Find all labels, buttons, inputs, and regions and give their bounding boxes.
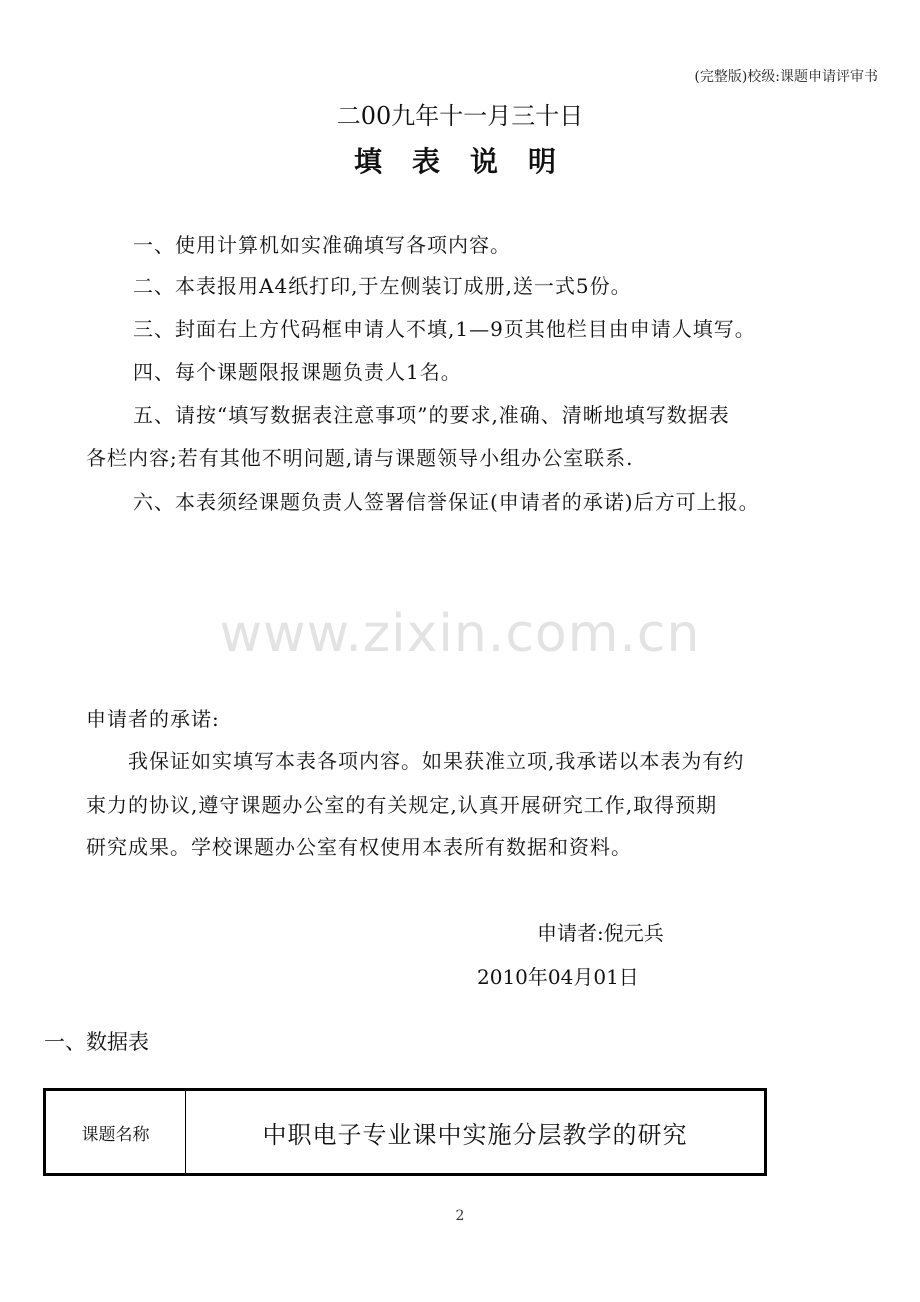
instruction-item-4: 四、每个课题限报课题负责人1名。 [133, 360, 462, 384]
signature-date: 2010年04月01日 [477, 965, 639, 989]
instruction-item-5: 五、请按“填写数据表注意事项”的要求,准确、清晰地填写数据表 [133, 403, 730, 427]
instruction-item-2: 二、本表报用A4纸打印,于左侧装订成册,送一式5份。 [133, 274, 632, 298]
section-title: 一、数据表 [44, 1030, 149, 1054]
watermark: www.zixin.com.cn [219, 604, 701, 664]
project-name-label: 课题名称 [46, 1091, 186, 1173]
page-title: 填表说明 [353, 145, 586, 178]
applicant-signature: 申请者:倪元兵 [537, 921, 664, 945]
instruction-item-3: 三、封面右上方代码框申请人不填,1—9页其他栏目由申请人填写。 [133, 317, 756, 341]
page-number: 2 [455, 1208, 465, 1224]
pledge-line: 研究成果。学校课题办公室有权使用本表所有数据和资料。 [86, 835, 632, 859]
instruction-item-6: 六、本表须经课题负责人签署信誉保证(申请者的承诺)后方可上报。 [133, 490, 760, 514]
pledge-line: 束力的协议,遵守课题办公室的有关规定,认真开展研究工作,取得预期 [86, 793, 718, 817]
header-note: (完整版)校级:课题申请评审书 [694, 69, 878, 85]
pledge-heading: 申请者的承诺: [86, 707, 220, 731]
instruction-item-5-continued: 各栏内容;若有其他不明问题,请与课题领导小组办公室联系. [86, 446, 634, 470]
date-line: 二00九年十一月三十日 [336, 102, 584, 130]
data-table [43, 1088, 767, 1176]
instruction-item-1: 一、使用计算机如实准确填写各项内容。 [133, 233, 511, 257]
pledge-line: 我保证如实填写本表各项内容。如果获准立项,我承诺以本表为有约 [128, 749, 745, 773]
project-name-value: 中职电子专业课中实施分层教学的研究 [262, 1120, 688, 1149]
